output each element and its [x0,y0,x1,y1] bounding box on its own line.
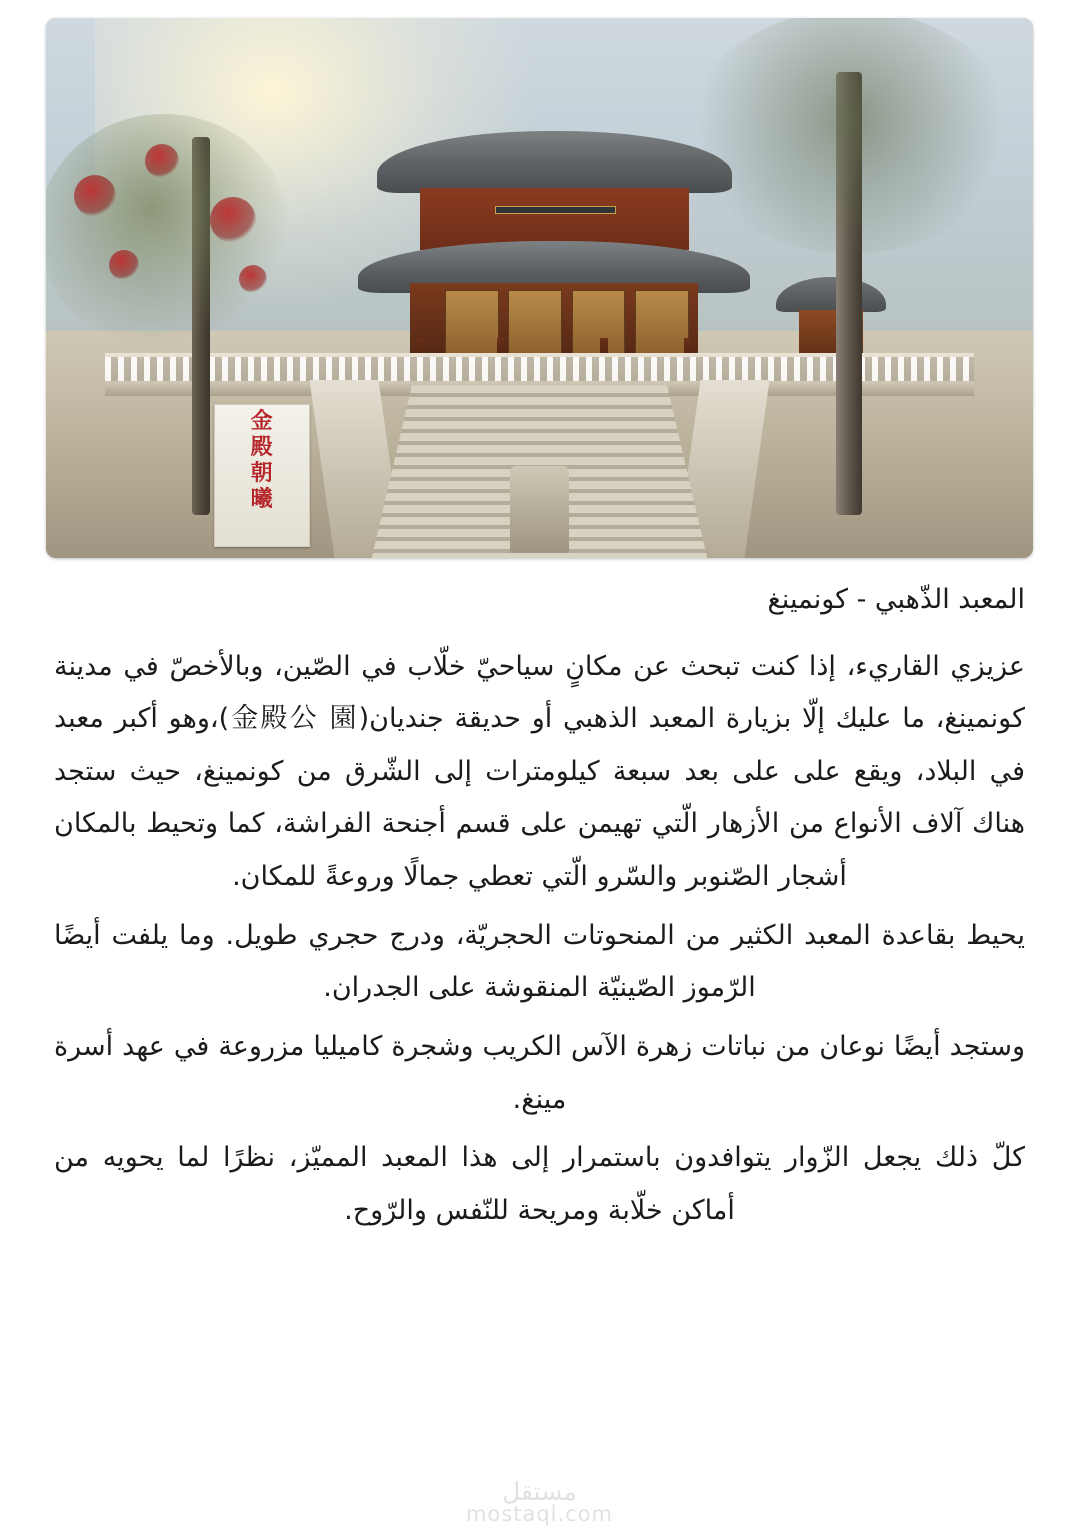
tree-canopy [688,18,1014,254]
temple-upper-roof [377,131,732,193]
temple-door-panel [572,290,626,359]
temple-signboard [214,404,310,547]
signboard-char: 殿 [250,435,273,461]
article-body [46,580,1033,1244]
photo-scene [46,18,1033,558]
blossom-cluster [74,175,116,217]
blossom-cluster [145,144,179,178]
temple-door-panel [635,290,689,359]
image-caption: المعبد الذّهبي - كونمينغ [767,584,1025,615]
signboard-char: 曦 [250,487,273,513]
article-paragraph-2: يحيط بقاعدة المعبد الكثير من المنحوتات الحجريّة، ودرج حجري طويل. وما يلفت أيضًا الرّموز الصّينيّة المنقوشة على الجدران. [54,919,1025,1004]
article-paragraph-1: عزيزي القاريء، إذا كنت تبحث عن مكانٍ سياحيّ خلّاب في الصّين، وبالأخصّ في مدينة كونمينغ، ما عليك إلّا بزيارة المعبد الذهبي أو حديقة جنديان(金殿公 園)،وهو أكبر معبد في البلاد، ويقع على على بعد سبعة كيلومترات إلى الشّرق من كونمينغ، حيث ستجد هناك آلاف الأنواع من الأزهار الّتي تهيمن على قسم أجنحة الفراشة، كما وتحيط بالمكان أشجار الصّنوبر والسّرو الّتي تعطي جمالًا وروعةً للمكان. [54,650,1025,893]
blossom-cluster [210,197,256,243]
watermark-latin: mostaql.com [465,1502,614,1526]
temple-door-panel [508,290,562,359]
tall-tree-right [717,72,1013,515]
golden-temple-building [401,131,707,369]
watermark-arabic: مستقل [502,1477,577,1506]
article-hero-image [46,18,1033,558]
temple-door-panel [445,290,499,359]
article-paragraph-4: كلّ ذلك يجعل الزّوار يتوافدون باستمرار إلى هذا المعبد المميّز، نظرًا لما يحويه من أماكن خلّابة ومريحة للنّفس والرّوح. [54,1142,1025,1226]
signboard-char: 金 [250,409,273,435]
signboard-char: 朝 [250,461,273,487]
article-paragraph-3: وستجد أيضًا نوعان من نباتات زهرة الآس الكريب وشجرة كاميليا مزروعة في عهد أسرة مينغ. [54,1030,1025,1115]
stone-carving [510,466,569,552]
temple-plaque [495,206,615,214]
